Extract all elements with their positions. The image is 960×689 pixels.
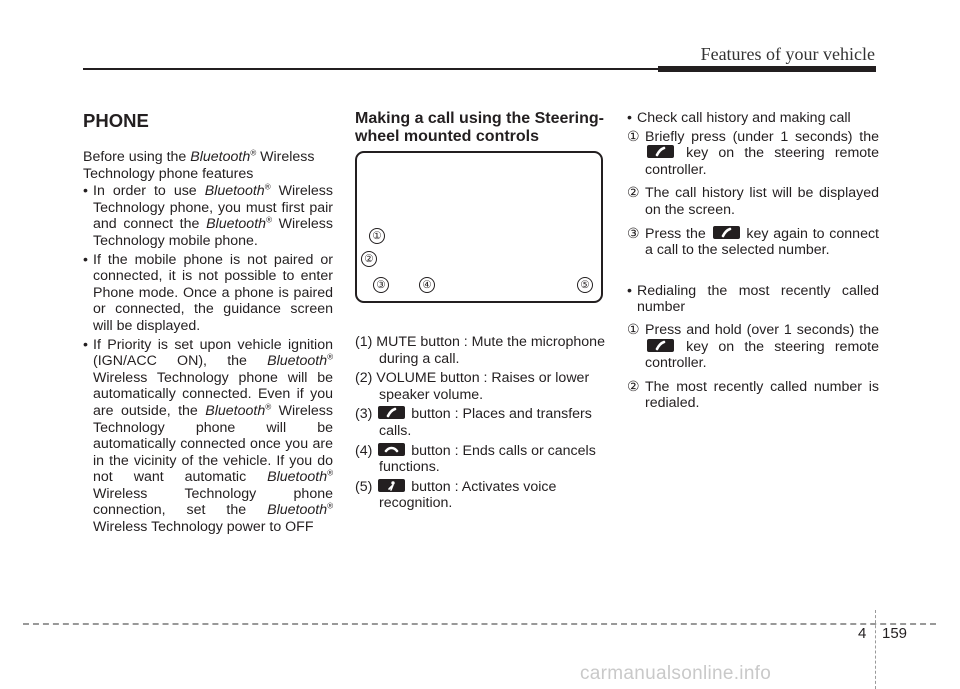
subsection-heading: Making a call using the Steering-wheel mounted controls — [355, 110, 604, 145]
steering-controls-figure — [355, 151, 603, 303]
step-redial-2: ② The most recently called number is redialed. — [627, 378, 879, 412]
step-redial-1: ① Press and hold (over 1 seconds) the key on the steering remote controller. — [627, 321, 879, 372]
bullet-pairing: • In order to use Bluetooth® Wireless Technology phone, you must first pair and connect the Bluetooth® Wireless Technology mobile phone. — [83, 183, 333, 249]
step-1: ① Briefly press (under 1 seconds) the key on the steering remote controller. — [627, 128, 879, 178]
section-heading: PHONE — [83, 110, 149, 131]
header-bar — [658, 66, 876, 72]
page-number: 159 — [882, 625, 908, 642]
figure-callout-5: ⑤ — [577, 277, 593, 293]
bullet-redial: • Redialing the most recently called number — [627, 283, 879, 316]
column-1 — [83, 110, 333, 538]
end-call-key-icon — [378, 443, 405, 456]
footer-separator — [875, 610, 876, 689]
desc-call: (3) button : Places and transfers calls. — [355, 406, 592, 439]
voice-key-icon — [378, 479, 405, 492]
call-key-icon — [713, 226, 740, 239]
watermark: carmanualsonline.info — [580, 663, 772, 684]
desc-mute: (1) MUTE button : Mute the microphone during a call. — [355, 334, 605, 367]
figure-callout-1: ① — [369, 228, 385, 244]
column-2 — [355, 110, 605, 515]
intro-paragraph: Before using the Bluetooth® Wireless Technology phone features — [83, 148, 315, 182]
bullet-not-paired: • If the mobile phone is not paired or connected, it is not possible to enter Phone mode. Once a phone is paired or connected, the guidance screen will be displayed. — [83, 252, 333, 335]
figure-callout-2: ② — [361, 251, 377, 267]
chapter-number: 4 — [858, 625, 867, 642]
step-3: ③ Press the key again to connect a call to the selected number. — [627, 225, 879, 259]
desc-volume: (2) VOLUME button : Raises or lower speaker volume. — [355, 370, 590, 403]
desc-end: (4) button : Ends calls or cancels functions. — [355, 442, 596, 476]
call-key-icon — [647, 145, 674, 158]
bullet-priority: • If Priority is set upon vehicle ignition (IGN/ACC ON), the Bluetooth® Wireless Technology phone will be automatically connected. Even if you are outside, the Bluetooth® Wireless Technology phone will be automatically connected once you are in the vicinity of the vehicle. If you do not want automatic Bluetooth® Wireless Technology phone connection, set the Bluetooth® Wireless Technology power to OFF — [83, 337, 333, 536]
step-2: ② The call history list will be displayed on the screen. — [627, 185, 879, 218]
desc-voice: (5) button : Activates voice recognition. — [355, 478, 557, 512]
figure-callout-4: ④ — [419, 277, 435, 293]
running-header: Features of your vehicle — [700, 44, 875, 64]
bullet-call-history: • Check call history and making call — [627, 110, 879, 127]
footer-rule — [23, 623, 936, 625]
column-3 — [627, 110, 879, 419]
call-key-icon — [647, 339, 674, 352]
figure-callout-3: ③ — [373, 277, 389, 293]
call-key-icon — [378, 406, 405, 419]
